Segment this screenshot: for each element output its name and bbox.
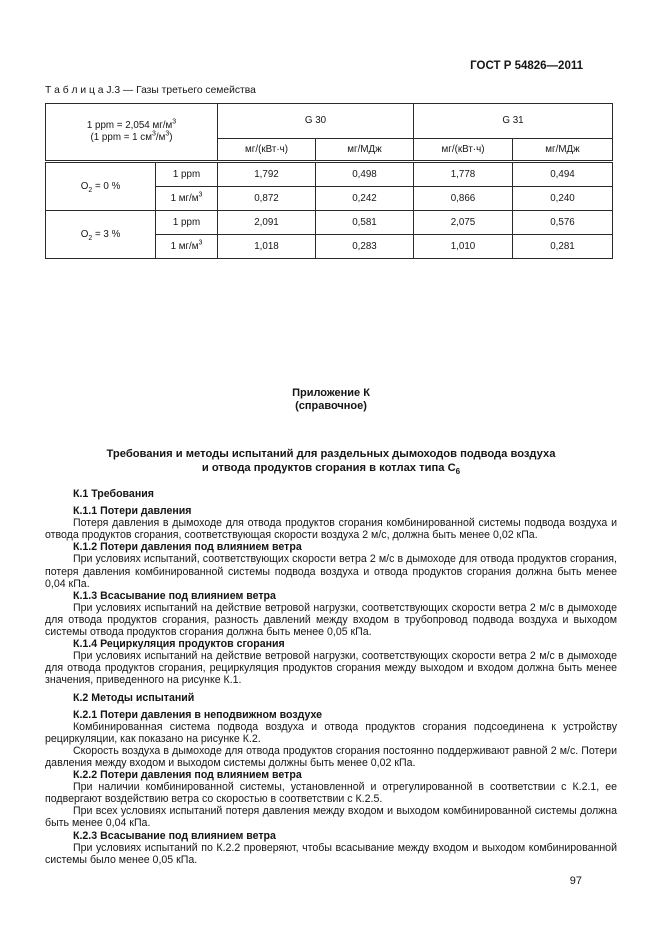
section-heading-k11: К.1.1 Потери давления	[73, 505, 192, 518]
gas-family-table	[45, 103, 613, 259]
unit-cell: 1 ppm	[156, 211, 218, 235]
value-cell: 0,866	[414, 187, 513, 211]
corner-line-1: 1 ppm = 2,054 $мг/м^3$	[86, 118, 177, 131]
section-heading-k2: К.2 Методы испытаний	[73, 691, 195, 704]
value-cell: 0,242	[316, 187, 414, 211]
o2-row-label: $О_2 = 0$ %	[46, 162, 156, 211]
unit-cell: 1 ppm	[156, 162, 218, 187]
doc-code: ГОСТ Р 54826—2011	[470, 60, 583, 72]
o2-row-label: $О_2 = 3$ %	[46, 211, 156, 259]
appendix-title	[45, 447, 617, 475]
value-cell: 1,792	[218, 162, 316, 187]
paragraph: При условиях испытаний по К.2.2 проверяют, чтобы всасывание между входом и выходом комбинированной системы было менее 0,05 кПа.	[45, 841, 617, 866]
unit-header: мг/(кВт·ч)	[218, 139, 316, 162]
section-heading-k13: К.1.3 Всасывание под влиянием ветра	[73, 589, 276, 602]
paragraph: При условиях испытаний на действие ветровой нагрузки, соответствующих скорости ветра 2 м/с в дымоходе для отвода продуктов сгорания, рециркуляция продуктов сгорания между выходом и входом должна быть менее значения, приведенного на рисунке К.1.	[45, 650, 617, 687]
value-cell: 0,872	[218, 187, 316, 211]
section-heading-k12: К.1.2 Потери давления под влиянием ветра	[73, 541, 302, 554]
section-heading-k23: К.2.3 Всасывание под влиянием ветра	[73, 829, 276, 842]
unit-header: мг/МДж	[513, 139, 613, 162]
group-header-g30: G 30	[218, 104, 414, 139]
section-heading-k22: К.2.2 Потери давления под влиянием ветра	[73, 769, 302, 782]
value-cell: 0,281	[513, 235, 613, 259]
unit-cell: 1 $мг/м^3$	[156, 187, 218, 211]
unit-cell: 1 $мг/м^3$	[156, 235, 218, 259]
value-cell: 2,075	[414, 211, 513, 235]
paragraph: Скорость воздуха в дымоходе для отвода продуктов сгорания постоянно поддерживают равной 2 м/с. Потери давления между входом и выходом системы должны быть менее 0,02 кПа.	[45, 744, 617, 769]
paragraph: При наличии комбинированной системы, установленной и отрегулированной в соответствии с К.2.1, ее подвергают воздействию ветра со скоростью в соответствии с К.2.5.	[45, 781, 617, 806]
value-cell: 1,778	[414, 162, 513, 187]
value-cell: 0,240	[513, 187, 613, 211]
paragraph: Потеря давления в дымоходе для отвода продуктов сгорания комбинированной системы подвода воздуха и отвода продуктов сгорания, соответствующая скорости воздуха 2 м/с, должна быть менее 0,02 кПа.	[45, 517, 617, 542]
value-cell: 0,283	[316, 235, 414, 259]
page-number: 97	[569, 874, 582, 887]
table-corner-cell	[46, 104, 218, 162]
appendix-title-line2: и отвода продуктов сгорания в котлах типа $С_6$	[201, 462, 461, 477]
section-heading-k21: К.2.1 Потери давления в неподвижном воздухе	[73, 708, 323, 721]
section-heading-k1: К.1 Требования	[73, 488, 154, 500]
appendix-kind-label: (справочное)	[295, 400, 367, 412]
table-caption: Т а б л и ц а J.3 — Газы третьего семейства	[45, 85, 256, 96]
group-header-g31: G 31	[414, 104, 613, 139]
paragraph: При условиях испытаний, соответствующих скорости ветра 2 м/с в дымоходе для отвода продуктов сгорания, потеря давления комбинированной системы подвода воздуха и отвода продуктов сгорания должна быть менее 0,04 кПа.	[45, 553, 617, 590]
value-cell: 1,010	[414, 235, 513, 259]
table-row	[46, 162, 613, 187]
corner-line-2: (1 ppm = 1 $см^3/м^3$)	[90, 130, 173, 143]
value-cell: 0,498	[316, 162, 414, 187]
value-cell: 0,576	[513, 211, 613, 235]
value-cell: 0,581	[316, 211, 414, 235]
body-content	[45, 488, 617, 866]
paragraph: При условиях испытаний на действие ветровой нагрузки, соответствующих скорости ветра 2 м/с в дымоходе для отвода продуктов сгорания, разность давлений между входом в трубопровод подвода воздуха и выходом системы отвода продуктов сгорания должна быть менее 0,05 кПа.	[45, 601, 617, 639]
unit-header: мг/(кВт·ч)	[414, 139, 513, 162]
section-heading-k14: К.1.4 Рециркуляция продуктов сгорания	[73, 638, 285, 651]
appendix-title-line1: Требования и методы испытаний для раздельных дымоходов подвода воздуха	[106, 448, 556, 460]
paragraph: При всех условиях испытаний потеря давления между входом и выходом комбинированной системы должна быть менее 0,04 кПа.	[45, 805, 617, 830]
unit-header: мг/МДж	[316, 139, 414, 162]
paragraph: Комбинированная система подвода воздуха и отвода продуктов сгорания подсоединена к устройству рециркуляции, как показано на рисунке К.2.	[45, 720, 617, 745]
appendix-label: Приложение К	[292, 387, 370, 399]
table-row	[46, 211, 613, 235]
value-cell: 2,091	[218, 211, 316, 235]
value-cell: 1,018	[218, 235, 316, 259]
value-cell: 0,494	[513, 162, 613, 187]
